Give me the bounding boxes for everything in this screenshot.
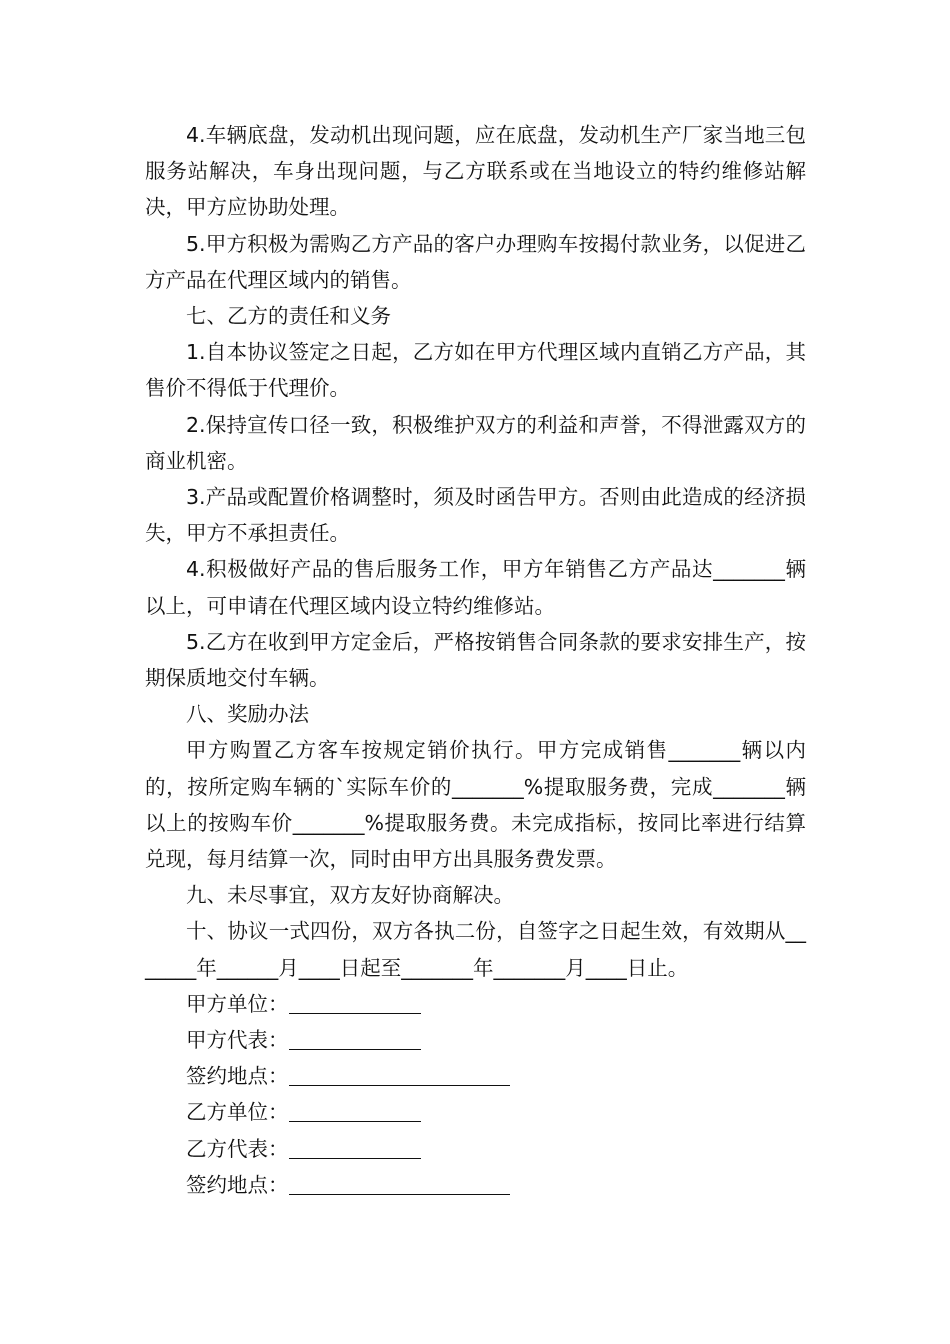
signature-blank <box>289 1170 510 1195</box>
section-heading-7: 七、乙方的责任和义务 <box>186 304 391 329</box>
paragraph-clause-7-3: 3.产品或配置价格调整时，须及时函告甲方。否则由此造成的经济损失，甲方不承担责任。 <box>145 485 806 546</box>
signature-blank <box>289 1097 421 1122</box>
signature-line-party-a-unit <box>145 986 806 1022</box>
signature-blank <box>289 1025 421 1050</box>
signature-label: 签约地点： <box>186 1172 289 1197</box>
section-heading-8: 八、奖励办法 <box>186 702 309 727</box>
signature-label: 乙方代表： <box>186 1136 289 1161</box>
paragraph-clause-7-4: 4.积极做好产品的售后服务工作，甲方年销售乙方产品达_______辆以上，可申请在代理区域内设立特约维修站。 <box>145 557 806 618</box>
signature-label: 签约地点： <box>186 1064 289 1089</box>
paragraph-clause-7-2: 2.保持宣传口径一致，积极维护双方的利益和声誉，不得泄露双方的商业机密。 <box>145 412 806 473</box>
signature-line-party-a-representative <box>145 1022 806 1058</box>
signature-line-party-b-location <box>145 1167 806 1203</box>
section-clause-10: 十、协议一式四份，双方各执二份，自签字之日起生效，有效期从_______年______月____日起至_______年_______月____日止。 <box>145 919 806 980</box>
signature-blank <box>289 989 421 1014</box>
section-clause-9: 九、未尽事宜，双方友好协商解决。 <box>186 883 514 908</box>
signature-line-party-b-unit <box>145 1094 806 1130</box>
signature-blank <box>289 1061 510 1086</box>
paragraph-clause-7-5: 5.乙方在收到甲方定金后，严格按销售合同条款的要求安排生产，按期保质地交付车辆。 <box>145 629 806 691</box>
paragraph-clause-6-4: 4.车辆底盘，发动机出现问题，应在底盘，发动机生产厂家当地三包服务站解决，车身出现问题，与乙方联系或在当地设立的特约维修站解决，甲方应协助处理。 <box>145 123 806 220</box>
signature-line-party-a-location <box>145 1058 806 1094</box>
signature-line-party-b-representative <box>145 1131 806 1167</box>
document-body <box>145 117 806 1203</box>
paragraph-clause-6-5: 5.甲方积极为需购乙方产品的客户办理购车按揭付款业务，以促进乙方产品在代理区域内的销售。 <box>145 231 806 292</box>
signature-label: 乙方单位： <box>186 1100 289 1125</box>
signature-label: 甲方代表： <box>186 1028 289 1053</box>
paragraph-reward-terms: 甲方购置乙方客车按规定销价执行。甲方完成销售_______辆以内的，按所定购车辆的`实际车价的_______%提取服务费，完成_______辆以上的按购车价_______%提取服务费。未完成指标，按同比率进行结算兑现，每月结算一次，同时由甲方出具服务费发票。 <box>145 738 806 872</box>
signature-blank <box>289 1134 421 1159</box>
signature-label: 甲方单位： <box>186 991 289 1016</box>
paragraph-clause-7-1: 1.自本协议签定之日起，乙方如在甲方代理区域内直销乙方产品，其售价不得低于代理价。 <box>145 340 806 401</box>
